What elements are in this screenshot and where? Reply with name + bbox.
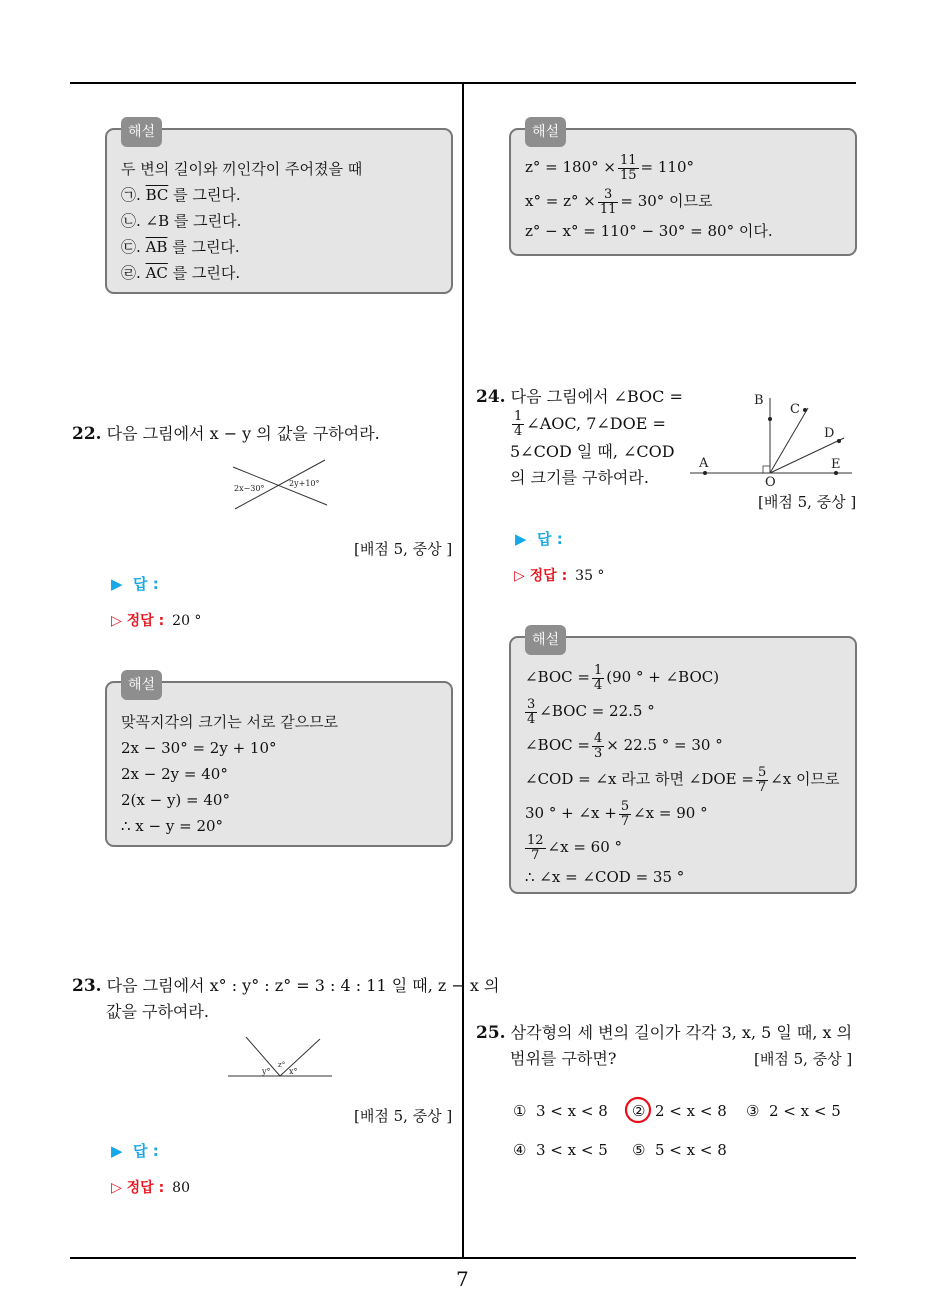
point-label-a: A xyxy=(699,456,709,471)
figure-q24-rays xyxy=(688,388,856,488)
question-number: 25. xyxy=(476,1023,506,1043)
angle-label-left: 2x−30° xyxy=(234,484,265,493)
choice-3[interactable]: ③ 2 < x < 5 xyxy=(746,1102,841,1120)
question-text: 5∠COD 일 때, ∠COD xyxy=(510,442,675,461)
solution-line: ㉠. $\overline{BC}$ 를 그린다. xyxy=(121,186,241,204)
solution-box-q24 xyxy=(509,632,857,894)
bottom-rule xyxy=(70,1257,856,1259)
correct-answer-q24: ▷ 정답 : 35 ° xyxy=(514,568,605,584)
solution-line: 30 ° + ∠x + $\frac{5}{7}$ ∠x = 90 ° xyxy=(525,798,708,829)
solution-line: 두 변의 길이와 끼인각이 주어졌을 때 xyxy=(121,160,363,178)
answer-field-q24[interactable]: ▶ 답 : xyxy=(515,530,563,548)
answer-field-q22[interactable]: ▶ 답 : xyxy=(111,575,159,593)
figure-q23-angles-on-line xyxy=(226,1033,334,1081)
angle-label-x: x° xyxy=(289,1067,298,1076)
angle-label-right: 2y+10° xyxy=(289,479,320,488)
choice-5[interactable]: ⑤ 5 < x < 8 xyxy=(632,1141,727,1159)
solution-tag: 해설 xyxy=(121,117,162,147)
solution-line: ㉡. ∠B 를 그린다. xyxy=(121,212,242,230)
question-text: 다음 그림에서 x° : y° : z° = 3 : 4 : 11 일 때, z − x 의 xyxy=(106,976,500,995)
solution-line: z° − x° = 110° − 30° = 80° 이다. xyxy=(525,222,773,240)
score-q24: [배점 5, 중상 ] xyxy=(758,493,857,511)
choice-1[interactable]: ① 3 < x < 8 xyxy=(513,1102,608,1120)
solution-line: 2x − 30° = 2y + 10° xyxy=(121,739,277,757)
solution-box-q23 xyxy=(509,124,857,256)
solution-line: ㉣. $\overline{AC}$ 를 그린다. xyxy=(121,264,241,282)
question-text: 삼각형의 세 변의 길이가 각각 3, x, 5 일 때, x 의 xyxy=(510,1023,853,1042)
solution-box-q21 xyxy=(105,124,453,294)
question-text: 범위를 구하면? xyxy=(510,1049,617,1068)
question-text: 다음 그림에서 ∠BOC = xyxy=(510,387,683,406)
solution-line: ∠COD = ∠x 라고 하면 ∠DOE = $\frac{5}{7}$ ∠x 이므로 xyxy=(525,764,840,795)
question-23 xyxy=(72,973,499,1025)
solution-line: 2x − 2y = 40° xyxy=(121,765,228,783)
solution-line: ∠BOC = $\frac{4}{3}$ × 22.5 ° = 30 ° xyxy=(525,730,723,761)
solution-line: x° = z° × $\frac{3}{11}$ = 30° 이므로 xyxy=(525,186,713,217)
solution-tag: 해설 xyxy=(525,117,566,147)
answer-field-q23[interactable]: ▶ 답 : xyxy=(111,1142,159,1160)
choice-2[interactable]: ② 2 < x < 8 xyxy=(632,1102,727,1120)
page-number: 7 xyxy=(456,1267,469,1291)
figure-q22-vertical-angles xyxy=(225,455,335,515)
solution-line: ∠BOC = $\frac{1}{4}$ (90 ° + ∠BOC) xyxy=(525,662,720,693)
solution-tag: 해설 xyxy=(525,625,566,655)
question-text: 다음 그림에서 x − y 의 값을 구하여라. xyxy=(106,424,380,443)
solution-line: $\frac{12}{7}$ ∠x = 60 ° xyxy=(527,832,623,863)
solution-tag: 해설 xyxy=(121,670,162,700)
point-label-o: O xyxy=(765,475,776,488)
point-label-e: E xyxy=(831,457,841,472)
correct-answer-q23: ▷ 정답 : 80 xyxy=(111,1180,190,1196)
score-q23: [배점 5, 중상 ] xyxy=(354,1107,453,1125)
column-divider xyxy=(462,83,464,1258)
solution-line: z° = 180° × $\frac{11}{15}$ = 110° xyxy=(525,152,694,183)
question-number: 23. xyxy=(72,976,102,996)
solution-line: ㉢. $\overline{AB}$ 를 그린다. xyxy=(121,238,240,256)
question-text: ∠AOC, 7∠DOE = xyxy=(526,414,666,433)
solution-line: ∴ ∠x = ∠COD = 35 ° xyxy=(525,868,685,886)
question-number: 24. xyxy=(476,387,506,407)
score-q25: [배점 5, 중상 ] xyxy=(754,1050,853,1068)
solution-box-q22 xyxy=(105,677,453,847)
point-label-b: B xyxy=(754,393,764,408)
solution-line: 맞꼭지각의 크기는 서로 같으므로 xyxy=(121,713,339,731)
point-label-c: C xyxy=(790,402,800,417)
angle-label-y: y° xyxy=(262,1067,271,1076)
correct-answer-q22: ▷ 정답 : 20 ° xyxy=(111,613,202,629)
score-q22: [배점 5, 중상 ] xyxy=(354,540,453,558)
angle-label-z: z° xyxy=(278,1061,286,1069)
question-text: 의 크기를 구하여라. xyxy=(510,468,649,487)
point-label-d: D xyxy=(824,426,835,441)
selected-choice-circle xyxy=(622,1094,654,1126)
question-24: 24. 다음 그림에서 ∠BOC = $\frac{1}{4}$ ∠AOC, 7∠DOE = 5∠COD 일 때, ∠COD 의 크기를 구하여라. xyxy=(476,384,683,491)
question-25 xyxy=(476,1020,856,1072)
solution-line: 2(x − y) = 40° xyxy=(121,791,230,809)
solution-line: $\frac{3}{4}$ ∠BOC = 22.5 ° xyxy=(527,696,655,727)
question-number: 22. xyxy=(72,424,102,444)
choice-4[interactable]: ④ 3 < x < 5 xyxy=(513,1141,608,1159)
solution-line: ∴ x − y = 20° xyxy=(121,817,224,835)
question-text-cont: 값을 구하여라. xyxy=(106,1002,209,1021)
question-22 xyxy=(72,421,380,447)
